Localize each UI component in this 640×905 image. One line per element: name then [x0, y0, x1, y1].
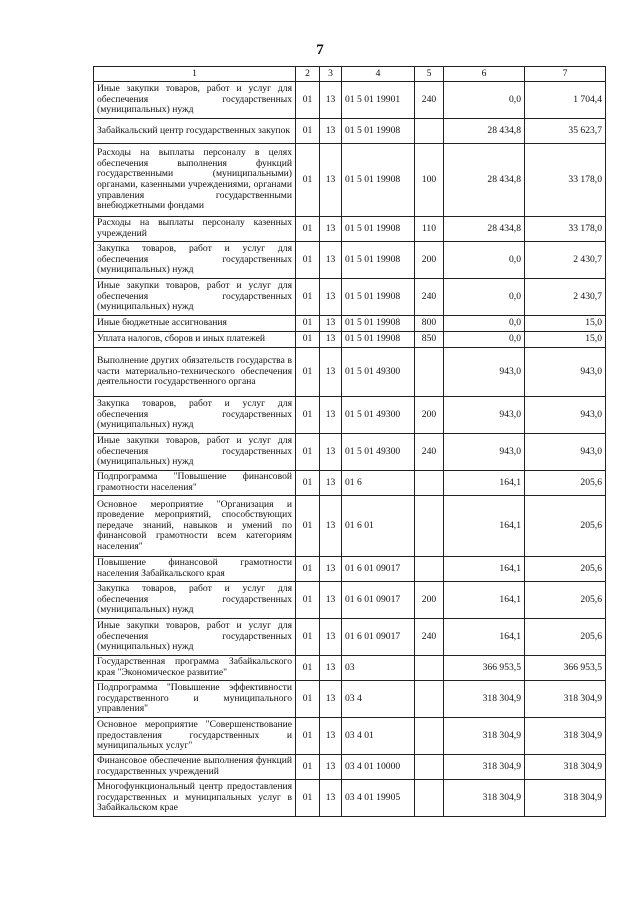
row-subsection: 13	[320, 582, 342, 619]
row-amount-7: 943,0	[525, 397, 606, 434]
row-subsection: 13	[320, 332, 342, 348]
row-subsection: 13	[320, 144, 342, 217]
row-subsection: 13	[320, 434, 342, 471]
column-header-3: 3	[320, 67, 342, 82]
row-amount-7: 205,6	[525, 496, 606, 557]
row-expense-type: 200	[415, 582, 444, 619]
table-row	[94, 780, 606, 817]
row-amount-6: 318 304,9	[444, 780, 525, 817]
table-row	[94, 496, 606, 557]
row-amount-6: 366 953,5	[444, 656, 525, 681]
row-expense-type: 800	[415, 316, 444, 332]
row-amount-6: 318 304,9	[444, 681, 525, 718]
row-amount-7: 15,0	[525, 332, 606, 348]
row-expense-type	[415, 656, 444, 681]
table-row	[94, 242, 606, 279]
row-subsection: 13	[320, 619, 342, 656]
row-amount-6: 164,1	[444, 471, 525, 496]
row-target-code: 01 6 01 09017	[342, 619, 415, 656]
column-header-1: 1	[94, 67, 296, 82]
row-amount-6: 28 434,8	[444, 144, 525, 217]
row-amount-7: 318 304,9	[525, 780, 606, 817]
row-name: Основное мероприятие "Организация и проведение мероприятий, способствующих передаче знаний, навыков и умений по финансовой грамотности всем категориям населения"	[94, 496, 296, 557]
row-expense-type: 850	[415, 332, 444, 348]
row-target-code: 03 4 01	[342, 718, 415, 755]
row-name: Основное мероприятие "Совершенствование предоставления государственных и муниципальных услуг"	[94, 718, 296, 755]
row-subsection: 13	[320, 496, 342, 557]
row-amount-7: 318 304,9	[525, 755, 606, 780]
row-name: Подпрограмма "Повышение эффективности государственного и муниципального управления"	[94, 681, 296, 718]
table-row	[94, 144, 606, 217]
row-target-code: 03 4	[342, 681, 415, 718]
row-amount-6: 0,0	[444, 279, 525, 316]
row-target-code: 03	[342, 656, 415, 681]
row-expense-type: 240	[415, 82, 444, 119]
row-section: 01	[296, 119, 320, 144]
row-subsection: 13	[320, 242, 342, 279]
row-amount-7: 205,6	[525, 471, 606, 496]
row-name: Закупка товаров, работ и услуг для обеспечения государственных (муниципальных) нужд	[94, 242, 296, 279]
row-target-code: 01 5 01 19908	[342, 217, 415, 242]
row-amount-7: 1 704,4	[525, 82, 606, 119]
row-subsection: 13	[320, 755, 342, 780]
row-target-code: 01 5 01 19908	[342, 242, 415, 279]
row-section: 01	[296, 681, 320, 718]
row-subsection: 13	[320, 217, 342, 242]
row-name: Уплата налогов, сборов и иных платежей	[94, 332, 296, 348]
table-row	[94, 119, 606, 144]
row-amount-6: 28 434,8	[444, 119, 525, 144]
row-amount-7: 205,6	[525, 582, 606, 619]
row-amount-6: 164,1	[444, 496, 525, 557]
row-name: Финансовое обеспечение выполнения функций государственных учреждений	[94, 755, 296, 780]
row-amount-6: 318 304,9	[444, 755, 525, 780]
row-subsection: 13	[320, 348, 342, 397]
row-name: Расходы на выплаты персоналу казенных учреждений	[94, 217, 296, 242]
table-row	[94, 316, 606, 332]
row-name: Иные закупки товаров, работ и услуг для обеспечения государственных (муниципальных) нужд	[94, 279, 296, 316]
row-amount-7: 366 953,5	[525, 656, 606, 681]
row-name: Забайкальский центр государственных закупок	[94, 119, 296, 144]
row-amount-7: 943,0	[525, 434, 606, 471]
row-expense-type	[415, 557, 444, 582]
row-amount-6: 0,0	[444, 82, 525, 119]
row-section: 01	[296, 217, 320, 242]
row-subsection: 13	[320, 656, 342, 681]
row-expense-type	[415, 681, 444, 718]
row-subsection: 13	[320, 471, 342, 496]
row-amount-7: 33 178,0	[525, 217, 606, 242]
row-expense-type	[415, 718, 444, 755]
row-target-code: 01 6	[342, 471, 415, 496]
row-section: 01	[296, 82, 320, 119]
row-amount-6: 318 304,9	[444, 718, 525, 755]
row-section: 01	[296, 242, 320, 279]
row-amount-7: 318 304,9	[525, 718, 606, 755]
row-expense-type	[415, 471, 444, 496]
row-expense-type	[415, 119, 444, 144]
row-section: 01	[296, 471, 320, 496]
row-section: 01	[296, 619, 320, 656]
row-amount-7: 35 623,7	[525, 119, 606, 144]
row-amount-6: 28 434,8	[444, 217, 525, 242]
row-section: 01	[296, 780, 320, 817]
row-name: Закупка товаров, работ и услуг для обеспечения государственных (муниципальных) нужд	[94, 397, 296, 434]
row-amount-6: 0,0	[444, 332, 525, 348]
row-target-code: 01 5 01 49300	[342, 397, 415, 434]
row-target-code: 03 4 01 19905	[342, 780, 415, 817]
header-row	[94, 67, 606, 82]
row-target-code: 01 5 01 19908	[342, 316, 415, 332]
row-target-code: 01 5 01 19908	[342, 119, 415, 144]
table-row	[94, 619, 606, 656]
row-name: Расходы на выплаты персоналу в целях обеспечения выполнения функций государственными (муниципальными) органами, казенными учреждениями, органами управления государственными внебюджетными фондами	[94, 144, 296, 217]
row-name: Многофункциональный центр предоставления государственных и муниципальных услуг в Забайкальском крае	[94, 780, 296, 817]
row-subsection: 13	[320, 718, 342, 755]
row-target-code: 03 4 01 10000	[342, 755, 415, 780]
row-expense-type: 200	[415, 397, 444, 434]
row-amount-7: 33 178,0	[525, 144, 606, 217]
row-amount-6: 164,1	[444, 619, 525, 656]
row-amount-7: 15,0	[525, 316, 606, 332]
row-expense-type: 110	[415, 217, 444, 242]
table-row	[94, 434, 606, 471]
row-subsection: 13	[320, 82, 342, 119]
column-header-2: 2	[296, 67, 320, 82]
column-header-6: 6	[444, 67, 525, 82]
page-number: 7	[316, 42, 324, 58]
row-section: 01	[296, 718, 320, 755]
row-subsection: 13	[320, 557, 342, 582]
table-row	[94, 332, 606, 348]
row-section: 01	[296, 755, 320, 780]
column-header-5: 5	[415, 67, 444, 82]
row-expense-type: 240	[415, 279, 444, 316]
row-expense-type	[415, 348, 444, 397]
row-amount-7: 2 430,7	[525, 242, 606, 279]
row-subsection: 13	[320, 681, 342, 718]
row-section: 01	[296, 348, 320, 397]
row-section: 01	[296, 332, 320, 348]
row-amount-6: 0,0	[444, 316, 525, 332]
row-section: 01	[296, 397, 320, 434]
row-name: Иные закупки товаров, работ и услуг для обеспечения государственных (муниципальных) нужд	[94, 619, 296, 656]
row-name: Закупка товаров, работ и услуг для обеспечения государственных (муниципальных) нужд	[94, 582, 296, 619]
row-amount-7: 943,0	[525, 348, 606, 397]
column-header-7: 7	[525, 67, 606, 82]
row-name: Иные закупки товаров, работ и услуг для обеспечения государственных (муниципальных) нужд	[94, 82, 296, 119]
row-section: 01	[296, 656, 320, 681]
table-row	[94, 348, 606, 397]
row-expense-type: 100	[415, 144, 444, 217]
row-amount-6: 164,1	[444, 582, 525, 619]
row-expense-type	[415, 755, 444, 780]
table-row	[94, 718, 606, 755]
row-amount-6: 164,1	[444, 557, 525, 582]
row-expense-type: 200	[415, 242, 444, 279]
table-row	[94, 397, 606, 434]
row-name: Выполнение других обязательств государства в части материально-технического обеспечения деятельности государственного органа	[94, 348, 296, 397]
row-section: 01	[296, 582, 320, 619]
table-row	[94, 217, 606, 242]
row-name: Подпрограмма "Повышение финансовой грамотности населения"	[94, 471, 296, 496]
row-amount-7: 318 304,9	[525, 681, 606, 718]
table-body	[94, 82, 606, 817]
table-row	[94, 755, 606, 780]
row-expense-type	[415, 780, 444, 817]
table-row	[94, 471, 606, 496]
row-amount-6: 943,0	[444, 434, 525, 471]
row-target-code: 01 6 01 09017	[342, 582, 415, 619]
budget-table	[93, 66, 606, 817]
table-row	[94, 279, 606, 316]
row-amount-6: 943,0	[444, 348, 525, 397]
row-section: 01	[296, 434, 320, 471]
row-name: Повышение финансовой грамотности населения Забайкальского края	[94, 557, 296, 582]
row-amount-7: 2 430,7	[525, 279, 606, 316]
row-expense-type: 240	[415, 619, 444, 656]
row-name: Иные закупки товаров, работ и услуг для обеспечения государственных (муниципальных) нужд	[94, 434, 296, 471]
row-expense-type	[415, 496, 444, 557]
row-target-code: 01 6 01 09017	[342, 557, 415, 582]
table-row	[94, 82, 606, 119]
row-amount-7: 205,6	[525, 619, 606, 656]
row-subsection: 13	[320, 397, 342, 434]
table-row	[94, 582, 606, 619]
table-row	[94, 557, 606, 582]
row-subsection: 13	[320, 780, 342, 817]
row-expense-type: 240	[415, 434, 444, 471]
row-subsection: 13	[320, 279, 342, 316]
row-section: 01	[296, 557, 320, 582]
row-amount-6: 0,0	[444, 242, 525, 279]
row-section: 01	[296, 144, 320, 217]
table-row	[94, 656, 606, 681]
row-amount-7: 205,6	[525, 557, 606, 582]
row-target-code: 01 5 01 19901	[342, 82, 415, 119]
row-target-code: 01 5 01 49300	[342, 348, 415, 397]
column-header-4: 4	[342, 67, 415, 82]
row-target-code: 01 5 01 19908	[342, 279, 415, 316]
row-target-code: 01 6 01	[342, 496, 415, 557]
table-row	[94, 681, 606, 718]
row-target-code: 01 5 01 19908	[342, 332, 415, 348]
row-name: Иные бюджетные ассигнования	[94, 316, 296, 332]
row-subsection: 13	[320, 316, 342, 332]
row-target-code: 01 5 01 19908	[342, 144, 415, 217]
row-amount-6: 943,0	[444, 397, 525, 434]
row-section: 01	[296, 316, 320, 332]
row-subsection: 13	[320, 119, 342, 144]
row-section: 01	[296, 496, 320, 557]
row-name: Государственная программа Забайкальского края "Экономическое развитие"	[94, 656, 296, 681]
row-target-code: 01 5 01 49300	[342, 434, 415, 471]
row-section: 01	[296, 279, 320, 316]
